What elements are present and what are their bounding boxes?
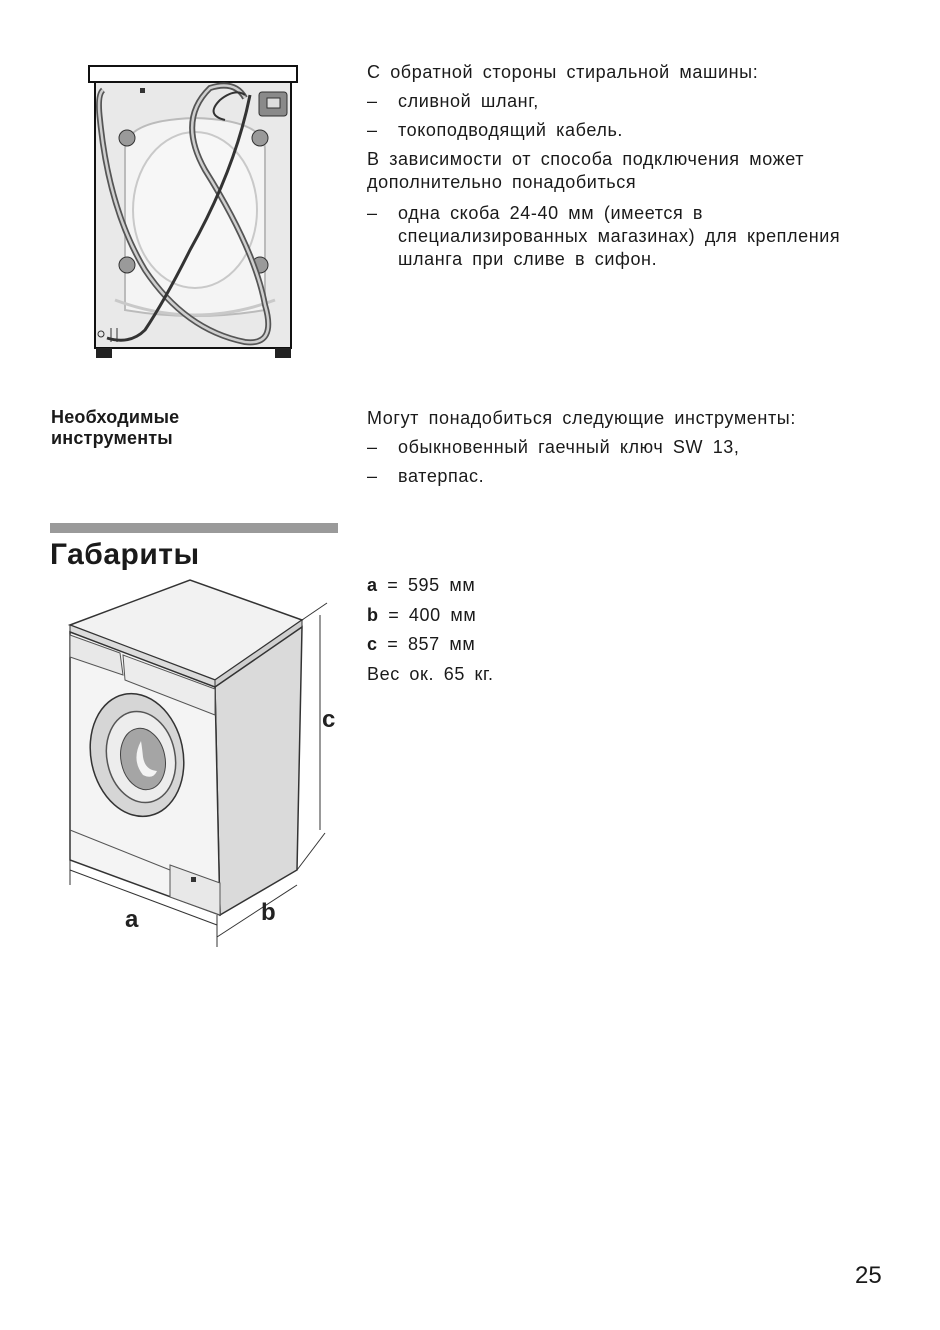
list-item	[367, 202, 848, 271]
dimension-label: c	[367, 634, 378, 654]
tools-lead: Могут понадобиться следующие инструменты:	[367, 408, 796, 428]
list-item	[367, 462, 887, 491]
list-item-text: токоподводящий кабель.	[398, 120, 624, 140]
list-item	[367, 116, 887, 145]
side-heading-line: Необходимые	[51, 407, 180, 427]
tools-section	[367, 404, 887, 491]
dash-bullet: –	[367, 91, 378, 111]
tools-side-heading	[51, 407, 179, 449]
list-item	[367, 433, 887, 462]
dimension-a	[367, 571, 667, 601]
dash-bullet: –	[367, 437, 378, 457]
label-a: a	[125, 906, 139, 933]
weight: Вес ок. 65 кг.	[367, 663, 494, 684]
dimension-value: = 595 мм	[387, 575, 476, 595]
section-title: Габариты	[50, 538, 200, 571]
dimension-b	[367, 601, 667, 631]
label-c: c	[322, 706, 336, 733]
dimensions-illustration	[45, 575, 345, 955]
top-panel	[89, 66, 297, 82]
list-item-text: одна скоба 24-40 мм (имеется в специализированных магазинах) для крепления шланга при сливе в сифон.	[398, 203, 841, 269]
dimensions-list	[367, 571, 667, 689]
list-item-text: ватерпас.	[398, 466, 485, 486]
dimension-label: a	[367, 575, 378, 595]
list-item-text: сливной шланг,	[398, 91, 539, 111]
dash-bullet: –	[367, 466, 378, 486]
dash-bullet: –	[367, 120, 378, 140]
dimension-value: = 400 мм	[388, 604, 477, 625]
side-heading-line: инструменты	[51, 428, 173, 448]
intro-extra: В зависимости от способа подключения может дополнительно понадобиться	[367, 149, 805, 192]
intro-heading: С обратной стороны стиральной машины:	[367, 62, 759, 82]
dimension-value: = 857 мм	[387, 634, 476, 654]
rear-view-illustration	[85, 60, 305, 365]
label-b: b	[261, 899, 276, 926]
dimension-c	[367, 630, 667, 660]
list-item	[367, 87, 887, 116]
list-item-text: обыкновенный гаечный ключ SW 13,	[398, 437, 740, 457]
dash-bullet: –	[367, 203, 378, 223]
dimension-label: b	[367, 604, 379, 625]
intro-section	[367, 58, 887, 271]
section-divider	[50, 523, 338, 533]
page-number: 25	[855, 1262, 882, 1289]
